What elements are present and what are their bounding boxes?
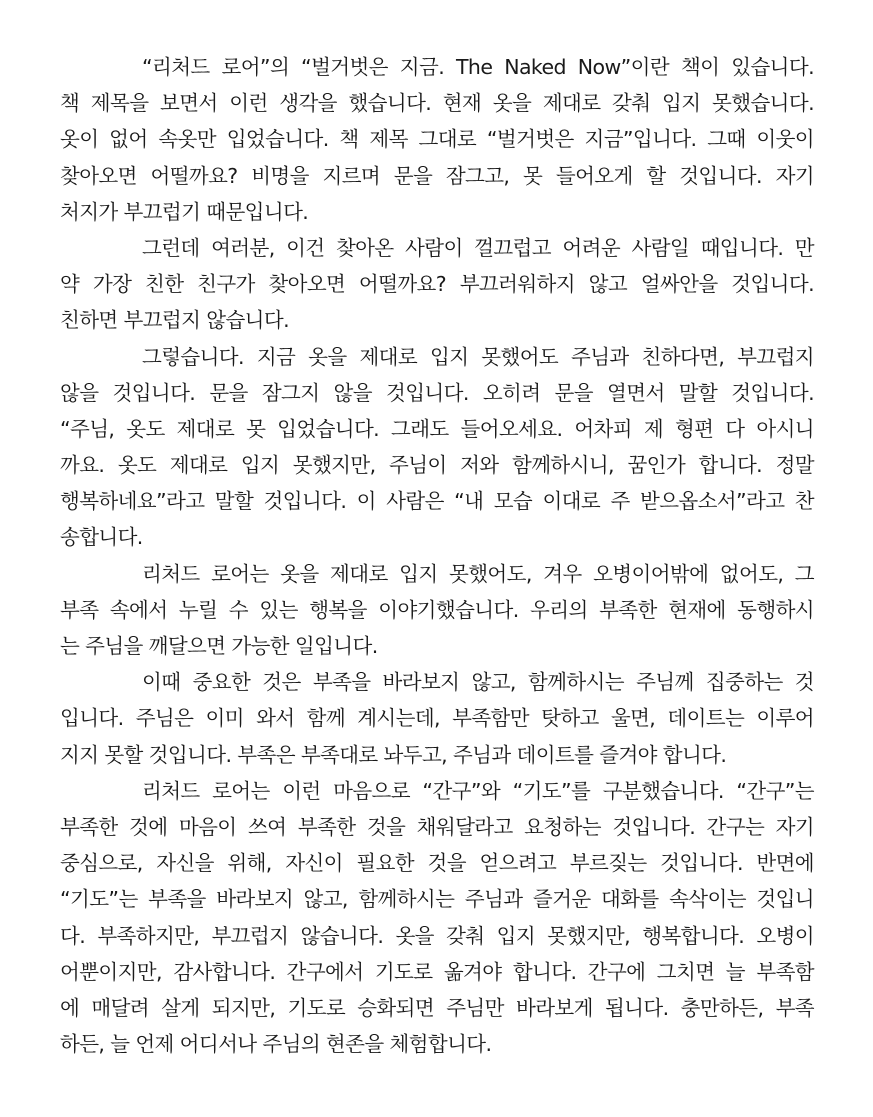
text-line: “리처드 로어”의 “벌거벗은 지금. The Naked Now”이란 책이 있습니다. <box>142 55 814 79</box>
paragraph-5 <box>60 664 814 773</box>
text-line: 송합니다. <box>60 525 143 550</box>
text-line: 입니다. 주님은 이미 와서 함께 계시는데, 부족함만 탓하고 울면, 데이트는 이루어 <box>60 706 814 731</box>
text-line: 그런데 여러분, 이건 찾아온 사람이 껄끄럽고 어려운 사람일 때입니다. 만 <box>142 235 814 260</box>
text-line: 않을 것입니다. 문을 잠그지 않을 것입니다. 오히려 문을 열면서 말할 것입니다. <box>60 380 814 405</box>
text-line: 다. 부족하지만, 부끄럽지 않습니다. 옷을 갖춰 입지 못했지만, 행복합니다. 오병이 <box>60 923 814 948</box>
text-line: 중심으로, 자신을 위해, 자신이 필요한 것을 얻으려고 부르짖는 것입니다. 반면에 <box>60 851 814 876</box>
text-line: 하든, 늘 언제 어디서나 주님의 현존을 체험합니다. <box>60 1032 492 1057</box>
text-line: 옷이 없어 속옷만 입었습니다. 책 제목 그대로 “벌거벗은 지금”입니다. 그때 이웃이 <box>60 127 814 152</box>
document-page <box>60 49 814 1062</box>
text-line: “주님, 옷도 제대로 못 입었습니다. 그래도 들어오세요. 어차피 제 형편 다 아시니 <box>60 416 814 441</box>
text-line: 이때 중요한 것은 부족을 바라보지 않고, 함께하시는 주님께 집중하는 것 <box>142 670 814 695</box>
text-line: 부족한 것에 마음이 쓰여 부족한 것을 채워달라고 요청하는 것입니다. 간구는 자기 <box>60 814 814 839</box>
text-line: 처지가 부끄럽기 때문입니다. <box>60 199 309 224</box>
text-line: 는 주님을 깨달으면 가능한 일입니다. <box>60 634 378 658</box>
text-line: 지지 못할 것입니다. 부족은 부족대로 놔두고, 주님과 데이트를 즐겨야 합니다. <box>60 742 727 767</box>
paragraph-2 <box>60 230 814 339</box>
text-line: 리처드 로어는 이런 마음으로 “간구”와 “기도”를 구분했습니다. “간구”는 <box>142 778 814 803</box>
text-line: 리처드 로어는 옷을 제대로 입지 못했어도, 겨우 오병이어밖에 없어도, 그 <box>142 561 814 586</box>
text-line: 찾아오면 어떨까요? 비명을 지르며 문을 잠그고, 못 들어오게 할 것입니다. 자기 <box>60 163 814 188</box>
text-line: 행복하네요”라고 말할 것입니다. 이 사람은 “내 모습 이대로 주 받으옵소서”라고 찬 <box>60 489 814 514</box>
paragraph-1 <box>60 49 814 230</box>
paragraph-4 <box>60 556 814 665</box>
text-line: 책 제목을 보면서 이런 생각을 했습니다. 현재 옷을 제대로 갖춰 입지 못했습니다. <box>60 91 814 116</box>
text-line: “기도”는 부족을 바라보지 않고, 함께하시는 주님과 즐거운 대화를 속삭이는 것입니 <box>60 887 814 912</box>
text-line: 에 매달려 살게 되지만, 기도로 승화되면 주님만 바라보게 됩니다. 충만하든, 부족 <box>60 995 814 1020</box>
text-line: 그렇습니다. 지금 옷을 제대로 입지 못했어도 주님과 친하다면, 부끄럽지 <box>142 344 814 369</box>
paragraph-6 <box>60 773 814 1063</box>
text-line: 어뿐이지만, 감사합니다. 간구에서 기도로 옮겨야 합니다. 간구에 그치면 늘 부족함 <box>60 959 814 984</box>
text-line: 친하면 부끄럽지 않습니다. <box>60 308 289 333</box>
paragraph-3 <box>60 339 814 556</box>
text-line: 약 가장 친한 친구가 찾아오면 어떨까요? 부끄러워하지 않고 얼싸안을 것입니다. <box>60 272 814 297</box>
text-line: 까요. 옷도 제대로 입지 못했지만, 주님이 저와 함께하시니, 꿈인가 합니다. 정말 <box>60 453 814 478</box>
text-line: 부족 속에서 누릴 수 있는 행복을 이야기했습니다. 우리의 부족한 현재에 동행하시 <box>60 597 814 622</box>
